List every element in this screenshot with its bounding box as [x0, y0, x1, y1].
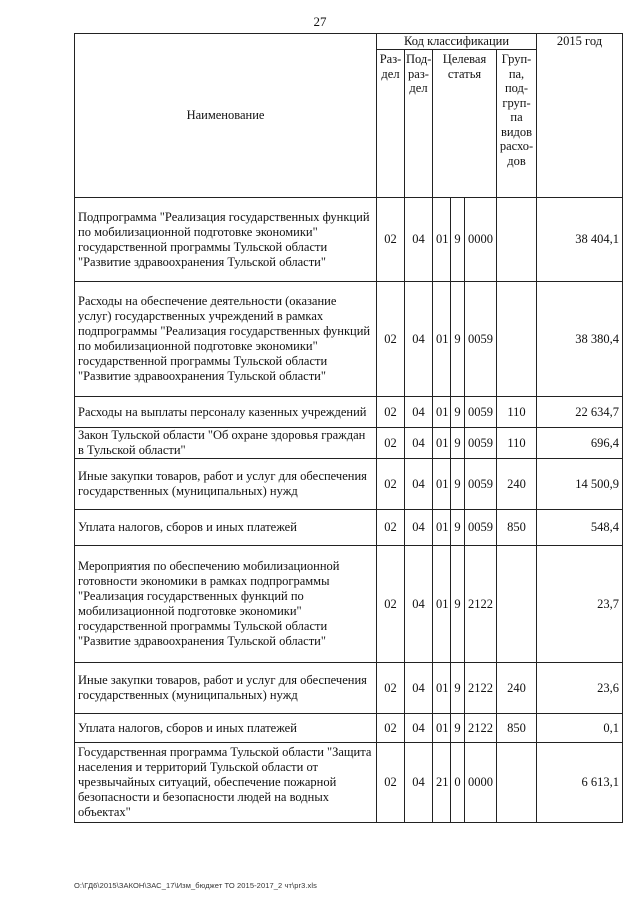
target-direction-cell: 0000 [465, 198, 497, 282]
subsection-cell: 04 [405, 198, 433, 282]
row-name-cell: Государственная программа Тульской области "Защита населения и территорий Тульской области от чрезвычайных ситуаций, обеспечение пожарной безопасности и безопасности людей на водных объектах" [75, 743, 377, 823]
expense-type-cell [497, 282, 537, 397]
amount-cell: 22 634,7 [537, 397, 623, 428]
amount-cell: 696,4 [537, 428, 623, 459]
target-program-cell: 01 [433, 714, 451, 743]
row-name-cell: Уплата налогов, сборов и иных платежей [75, 714, 377, 743]
subsection-cell: 04 [405, 743, 433, 823]
table-row [75, 546, 623, 663]
expense-type-cell: 240 [497, 459, 537, 510]
header-expense-group: Груп- па, под- груп- па видов расхо- дов [497, 50, 537, 198]
header-year: 2015 год [537, 34, 623, 198]
row-name-cell: Подпрограмма "Реализация государственных функций по мобилизационной подготовке экономики" государственной программы Тульской области "Развитие здравоохранения Тульской области" [75, 198, 377, 282]
target-program-cell: 01 [433, 428, 451, 459]
amount-cell: 6 613,1 [537, 743, 623, 823]
target-subprogram-cell: 9 [451, 546, 465, 663]
target-direction-cell: 0059 [465, 397, 497, 428]
target-program-cell: 01 [433, 198, 451, 282]
section-cell: 02 [377, 428, 405, 459]
amount-cell: 23,6 [537, 663, 623, 714]
table-row [75, 510, 623, 546]
file-path-footer: O:\ГД6\2015\ЗАКОН\ЗАС_17\Изм_бюджет ТО 2015-2017_2 чт\pr3.xls [74, 881, 318, 890]
section-cell: 02 [377, 546, 405, 663]
amount-cell: 38 380,4 [537, 282, 623, 397]
subsection-cell: 04 [405, 282, 433, 397]
target-subprogram-cell: 9 [451, 397, 465, 428]
table-body [75, 198, 623, 823]
target-program-cell: 01 [433, 546, 451, 663]
header-target-article: Целевая статья [433, 50, 497, 198]
budget-table [74, 33, 623, 823]
expense-type-cell: 850 [497, 714, 537, 743]
target-program-cell: 01 [433, 397, 451, 428]
section-cell: 02 [377, 397, 405, 428]
target-subprogram-cell: 9 [451, 510, 465, 546]
target-subprogram-cell: 9 [451, 428, 465, 459]
expense-type-cell: 240 [497, 663, 537, 714]
target-subprogram-cell: 9 [451, 714, 465, 743]
header-code-group: Код классификации [377, 34, 537, 50]
header-section: Раз- дел [377, 50, 405, 198]
target-direction-cell: 2122 [465, 663, 497, 714]
section-cell: 02 [377, 663, 405, 714]
section-cell: 02 [377, 282, 405, 397]
target-direction-cell: 2122 [465, 546, 497, 663]
section-cell: 02 [377, 743, 405, 823]
section-cell: 02 [377, 714, 405, 743]
amount-cell: 14 500,9 [537, 459, 623, 510]
section-cell: 02 [377, 198, 405, 282]
table-row [75, 459, 623, 510]
target-program-cell: 01 [433, 282, 451, 397]
header-name: Наименование [75, 34, 377, 198]
row-name-cell: Расходы на обеспечение деятельности (оказание услуг) государственных учреждений в рамках подпрограммы "Реализация государственных функций по мобилизационной подготовке экономики" государственной программы Тульской области "Развитие здравоохранения Тульской области" [75, 282, 377, 397]
target-subprogram-cell: 9 [451, 663, 465, 714]
table-row [75, 397, 623, 428]
amount-cell: 0,1 [537, 714, 623, 743]
target-direction-cell: 0059 [465, 510, 497, 546]
target-program-cell: 01 [433, 510, 451, 546]
table-row [75, 198, 623, 282]
subsection-cell: 04 [405, 459, 433, 510]
target-direction-cell: 0000 [465, 743, 497, 823]
row-name-cell: Иные закупки товаров, работ и услуг для обеспечения государственных (муниципальных) нужд [75, 663, 377, 714]
target-subprogram-cell: 9 [451, 198, 465, 282]
row-name-cell: Расходы на выплаты персоналу казенных учреждений [75, 397, 377, 428]
page-number: 27 [313, 14, 327, 29]
target-subprogram-cell: 9 [451, 282, 465, 397]
subsection-cell: 04 [405, 714, 433, 743]
section-cell: 02 [377, 459, 405, 510]
header-subsection: Под- раз- дел [405, 50, 433, 198]
subsection-cell: 04 [405, 546, 433, 663]
row-name-cell: Уплата налогов, сборов и иных платежей [75, 510, 377, 546]
subsection-cell: 04 [405, 510, 433, 546]
table-row [75, 663, 623, 714]
target-direction-cell: 0059 [465, 459, 497, 510]
expense-type-cell [497, 198, 537, 282]
row-name-cell: Иные закупки товаров, работ и услуг для обеспечения государственных (муниципальных) нужд [75, 459, 377, 510]
target-direction-cell: 0059 [465, 428, 497, 459]
expense-type-cell: 110 [497, 428, 537, 459]
target-direction-cell: 2122 [465, 714, 497, 743]
expense-type-cell [497, 743, 537, 823]
amount-cell: 23,7 [537, 546, 623, 663]
table-row [75, 428, 623, 459]
amount-cell: 548,4 [537, 510, 623, 546]
expense-type-cell [497, 546, 537, 663]
target-program-cell: 01 [433, 663, 451, 714]
table-row [75, 743, 623, 823]
section-cell: 02 [377, 510, 405, 546]
expense-type-cell: 850 [497, 510, 537, 546]
target-direction-cell: 0059 [465, 282, 497, 397]
target-subprogram-cell: 9 [451, 459, 465, 510]
subsection-cell: 04 [405, 428, 433, 459]
subsection-cell: 04 [405, 663, 433, 714]
table-row [75, 714, 623, 743]
target-program-cell: 01 [433, 459, 451, 510]
row-name-cell: Мероприятия по обеспечению мобилизационной готовности экономики в рамках подпрограммы "Реализация государственных функций по мобилизационной подготовке экономики" государственной программы Тульской области "Развитие здравоохранения Тульской области" [75, 546, 377, 663]
table-row [75, 282, 623, 397]
target-program-cell: 21 [433, 743, 451, 823]
target-subprogram-cell: 0 [451, 743, 465, 823]
row-name-cell: Закон Тульской области "Об охране здоровья граждан в Тульской области" [75, 428, 377, 459]
subsection-cell: 04 [405, 397, 433, 428]
expense-type-cell: 110 [497, 397, 537, 428]
amount-cell: 38 404,1 [537, 198, 623, 282]
